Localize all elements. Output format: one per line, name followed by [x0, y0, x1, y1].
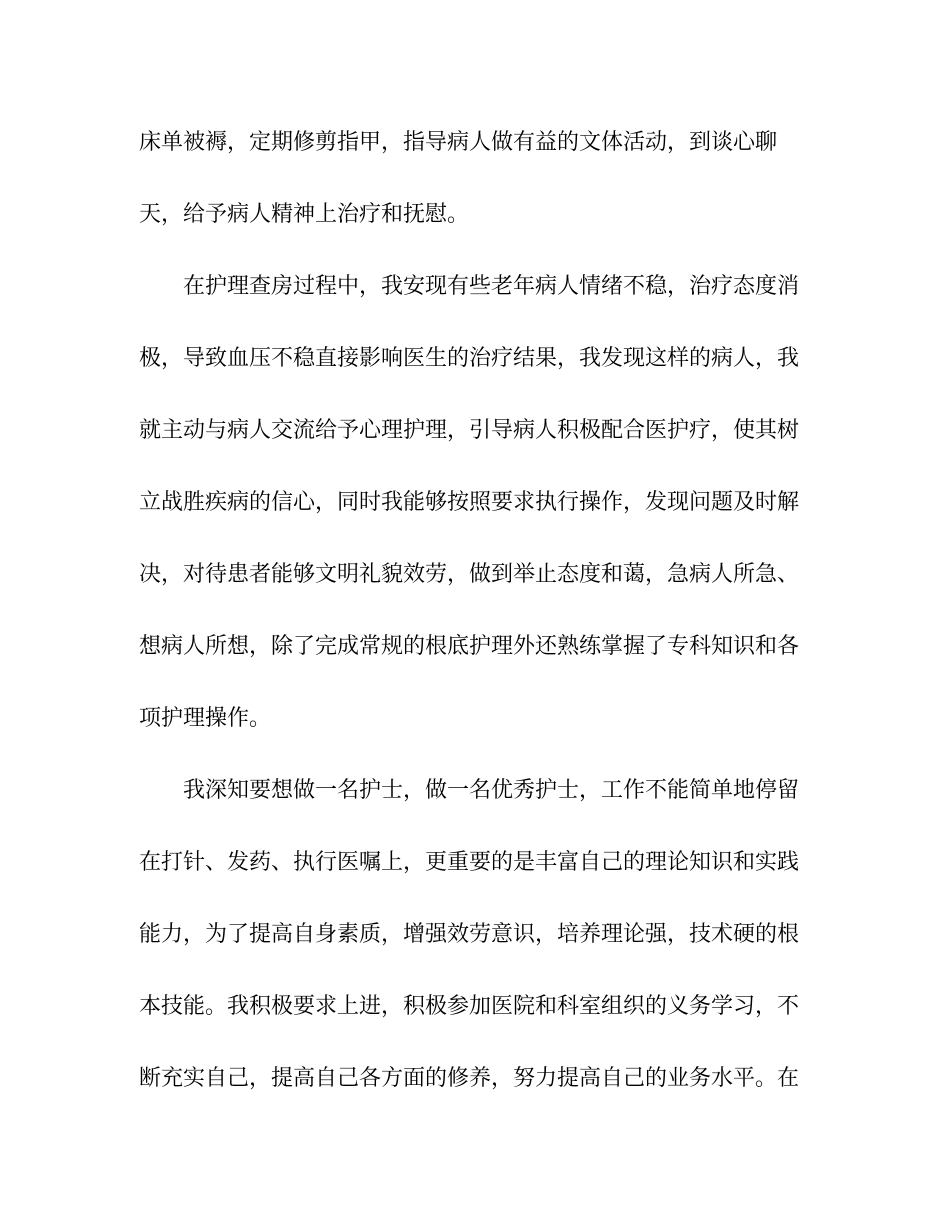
text-line: 能力，为了提高自身素质，增强效劳意识，培养理论强，技术硬的根 — [139, 922, 800, 947]
text-line: 本技能。我积极要求上进，积极参加医院和科室组织的义务学习，不 — [139, 994, 800, 1019]
text-line: 想病人所想，除了完成常规的根底护理外还熟练掌握了专科知识和各 — [139, 634, 800, 659]
text-line: 决，对待患者能够文明礼貌效劳，做到举止态度和蔼，急病人所急、 — [139, 562, 800, 587]
text-line: 在护理查房过程中，我安现有些老年病人情绪不稳，治疗态度消 — [183, 274, 800, 299]
text-line: 床单被褥，定期修剪指甲，指导病人做有益的文体活动，到谈心聊 — [139, 130, 778, 155]
text-line: 就主动与病人交流给予心理护理，引导病人积极配合医护疗，使其树 — [139, 418, 800, 443]
text-line: 在打针、发药、执行医嘱上，更重要的是丰富自己的理论知识和实践 — [139, 850, 800, 875]
text-line: 天，给予病人精神上治疗和抚慰。 — [139, 202, 470, 227]
text-line: 断充实自己，提高自己各方面的修养，努力提高自己的业务水平。在 — [139, 1066, 800, 1091]
text-line: 极，导致血压不稳直接影响医生的治疗结果，我发现这样的病人，我 — [139, 346, 800, 371]
text-line: 立战胜疾病的信心，同时我能够按照要求执行操作，发现问题及时解 — [139, 490, 800, 515]
text-line: 我深知要想做一名护士，做一名优秀护士，工作不能简单地停留 — [183, 778, 800, 803]
text-line: 项护理操作。 — [139, 706, 272, 731]
